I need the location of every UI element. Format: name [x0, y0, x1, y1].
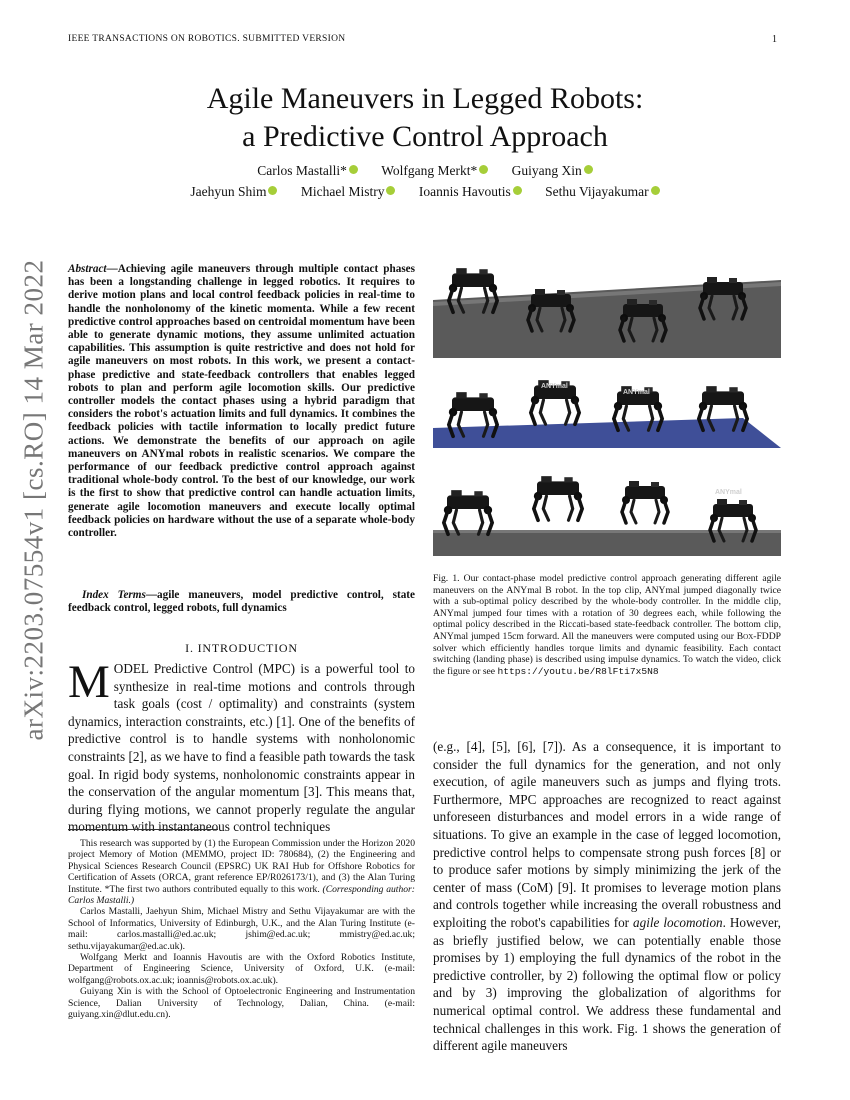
caption-text: Fig. 1. Our contact-phase model predictive control approach generating different agile maneuvers on the ANYmal B robot. In the top clip, ANYmal jumped diagonally twice with a sub-optimal policy described by the whole-body controller. In the middle clip, ANYmal jumped four times with a rotation of 30 degrees each, while following the optimal policy described in the Riccati-based state-feedback controller. The bottom clip, ANYmal jumped 15cm forward. All the maneuvers were computed using our: [433, 573, 781, 642]
footnote-rule: [68, 829, 218, 830]
arxiv-stamp-text: arXiv:2203.07554v1 [cs.RO] 14 Mar 2022: [18, 259, 49, 741]
author-name: Michael Mistry: [300, 184, 385, 199]
corresponding-author: (Corresponding author: Carlos Mastalli.): [68, 883, 415, 907]
abstract-text: —Achieving agile maneuvers through multiple contact phases has been a longstanding challenge in legged robotics. It requires to derive motion plans and local control feedback policies in real-time to handle the nonholonomy of the kinetic momenta. While a few recent predictive control approaches based on centroidal momentum have been able to generate dynamic motions, they assume unlimited actuation capabilities. This assumption is quite restrictive and does not hold for agile maneuvers on most robots. In this work, we present a contact-phase predictive and state-feedback controllers that enables legged robots to plan and perform agile locomotion skills. Our predictive controller models the contact phases using a hybrid paradigm that considers the robot's actuation limits and full dynamics. It combines the feedback policies with tactile information to locally predict future actions. We demonstrate the benefits of our approach on agile maneuvers on ANYmal robots in realistic scenarios. We compare the performance of our feedback predictive control approach against traditional whole-body control. To the best of our knowledge, our work is the first to show that predictive control can handle actuation limits, generate agile locomotion maneuvers and execute locally optimal feedback policies on hardware without the use of a separate whole-body controller.: [68, 263, 415, 540]
footnote-funding: [68, 838, 415, 906]
orcid-icon[interactable]: [513, 186, 522, 195]
author: [257, 163, 358, 179]
paper-title-line-2: a Predictive Control Approach: [242, 120, 608, 153]
figure-1-illustration: [433, 258, 781, 562]
author-name: Wolfgang Merkt*: [381, 163, 478, 178]
author-name: Jaehyun Shim: [190, 184, 267, 199]
footnote-funding-text: This research was supported by (1) the European Commission under the Horizon 2020 project Memory of Motion (MEMMO, project ID: 780684), (2) the Engineering and Physical Sciences Research Council (EPSRC) UK RAI Hub for Offshore Robotics for Certification of Assets (ORCA, grant reference EP/R026173/1), and (3) the Alan Turing Institute. *The first two authors contributed equally to this work.: [68, 838, 415, 895]
orcid-icon[interactable]: [651, 186, 660, 195]
caption-text-2: solver which efficiently handles torque limits and dynamic feasibility. Each contact switching (landing phase) is described using impulse dynamics. To watch the video, click the figure or see: [433, 642, 781, 677]
intro-continuation-text-2: . However, as briefly justified below, we can potentially enable those promises by 1) employing the full dynamics of the robot in the predictive controller, by 2) following the optimal flow or policy and by 3) improving the globalization of algorithms for numerical optimal control. We address these fundamental and technical challenges in this work. Fig. 1 shows the generation of different agile maneuvers: [433, 914, 781, 1054]
footnotes: [68, 838, 415, 1021]
author-list-row-1: [0, 163, 850, 179]
robot-label: ANYmal: [541, 383, 568, 390]
drop-cap: M: [68, 656, 110, 708]
paper-title-line-1: Agile Maneuvers in Legged Robots:: [206, 82, 644, 115]
intro-continuation: [433, 738, 781, 1055]
author: [545, 184, 660, 200]
author: [301, 184, 396, 200]
orcid-icon[interactable]: [584, 165, 593, 174]
abstract: [68, 263, 415, 540]
intro-continuation-text: (e.g., [4], [5], [6], [7]). As a consequence, it is important to consider the full dynamics for the generation, and not only execution, of agile maneuvers such as jumps and flying trots. Furthermore, MPC approaches are recognized to react against unforeseen disturbances and model errors in a wide range of situations. To give an example in the case of legged locomotion, predictive control helps to compensate strong push forces [8] or to produce safer motions by simply minimizing the jerk of the center of mass (CoM) [9]. It promises to leverage motion plans and controls together while increasing the overall robustness and exploiting the robot's capabilities for: [433, 739, 781, 930]
section-heading: I. INTRODUCTION: [185, 641, 298, 655]
index-terms-text: —agile maneuvers, model predictive control, state feedback control, legged robots, full dynamics: [68, 589, 415, 615]
solver-name: Box-FDDP: [736, 630, 781, 642]
page-number: 1: [772, 34, 777, 45]
author-name: Carlos Mastalli*: [257, 163, 347, 178]
footnote-oxford: Wolfgang Merkt and Ioannis Havoutis are with the Oxford Robotics Institute, Department of Engineering Science, University of Oxford, U.K. (e-mail: wolfgang@robots.ox.ac.uk; ioannis@robots.ox.ac.uk).: [68, 952, 415, 986]
author: [419, 184, 522, 200]
footnote-edinburgh: Carlos Mastalli, Jaehyun Shim, Michael Mistry and Sethu Vijayakumar are with the School of Informatics, University of Edinburgh, U.K., and the Alan Turing Institute (e-mail: carlos.mastalli@ed.ac.uk; jshim@ed.ac.uk; mmistry@ed.ac.uk; sethu.vijayakumar@ed.ac.uk).: [68, 906, 415, 952]
intro-paragraph: [68, 656, 415, 836]
author-name: Sethu Vijayakumar: [545, 184, 649, 199]
robot: [622, 481, 668, 523]
orcid-icon[interactable]: [479, 165, 488, 174]
robot: [444, 490, 492, 534]
author-name: Ioannis Havoutis: [418, 184, 511, 199]
orcid-icon[interactable]: [349, 165, 358, 174]
index-terms-lead: Index Terms: [82, 589, 146, 601]
author-name: Guiyang Xin: [511, 163, 582, 178]
footnote-dalian: Guiyang Xin is with the School of Optoelectronic Engineering and Instrumentation Science, Dalian University of Technology, Dalian, China. (e-mail: guiyang.xin@dlut.edu.cn).: [68, 986, 415, 1021]
author-list-row-2: [0, 184, 850, 200]
intro-text: ODEL Predictive Control (MPC) is a powerful tool to synthesize in real-time motions and controls through task goals (cost / optimality) and constraints (system dynamics, interaction constraints, etc.) [1]. One of the benefits of predictive control is to handle systems with nonholonomic constraints [2], as we have to find a feasible path towards the task goal. In rigid body systems, nonholonomic constraints appear in the conservation of the angular momentum [3]. This means that, during flying motions, we cannot properly regulate the angular momentum with instantaneous control techniques: [68, 661, 415, 835]
figure-caption: [433, 573, 781, 677]
robot-label: ANYmal: [623, 389, 650, 396]
emphasis-agile-locomotion: agile locomotion: [633, 914, 723, 930]
author: [190, 184, 277, 200]
gray-floor-bottom: [433, 532, 781, 556]
abstract-lead: Abstract: [68, 263, 107, 275]
running-header: IEEE TRANSACTIONS ON ROBOTICS. SUBMITTED VERSION: [68, 34, 346, 44]
orcid-icon[interactable]: [386, 186, 395, 195]
orcid-icon[interactable]: [268, 186, 277, 195]
index-terms: [68, 589, 415, 615]
author: [381, 163, 488, 179]
robot: [534, 476, 582, 520]
robot-label: ANYmal: [715, 489, 742, 496]
figure-1[interactable]: [433, 258, 781, 562]
arxiv-stamp: [18, 200, 50, 800]
video-link[interactable]: https://youtu.be/R8lFti7x5N8: [497, 665, 659, 677]
author: [512, 163, 593, 179]
